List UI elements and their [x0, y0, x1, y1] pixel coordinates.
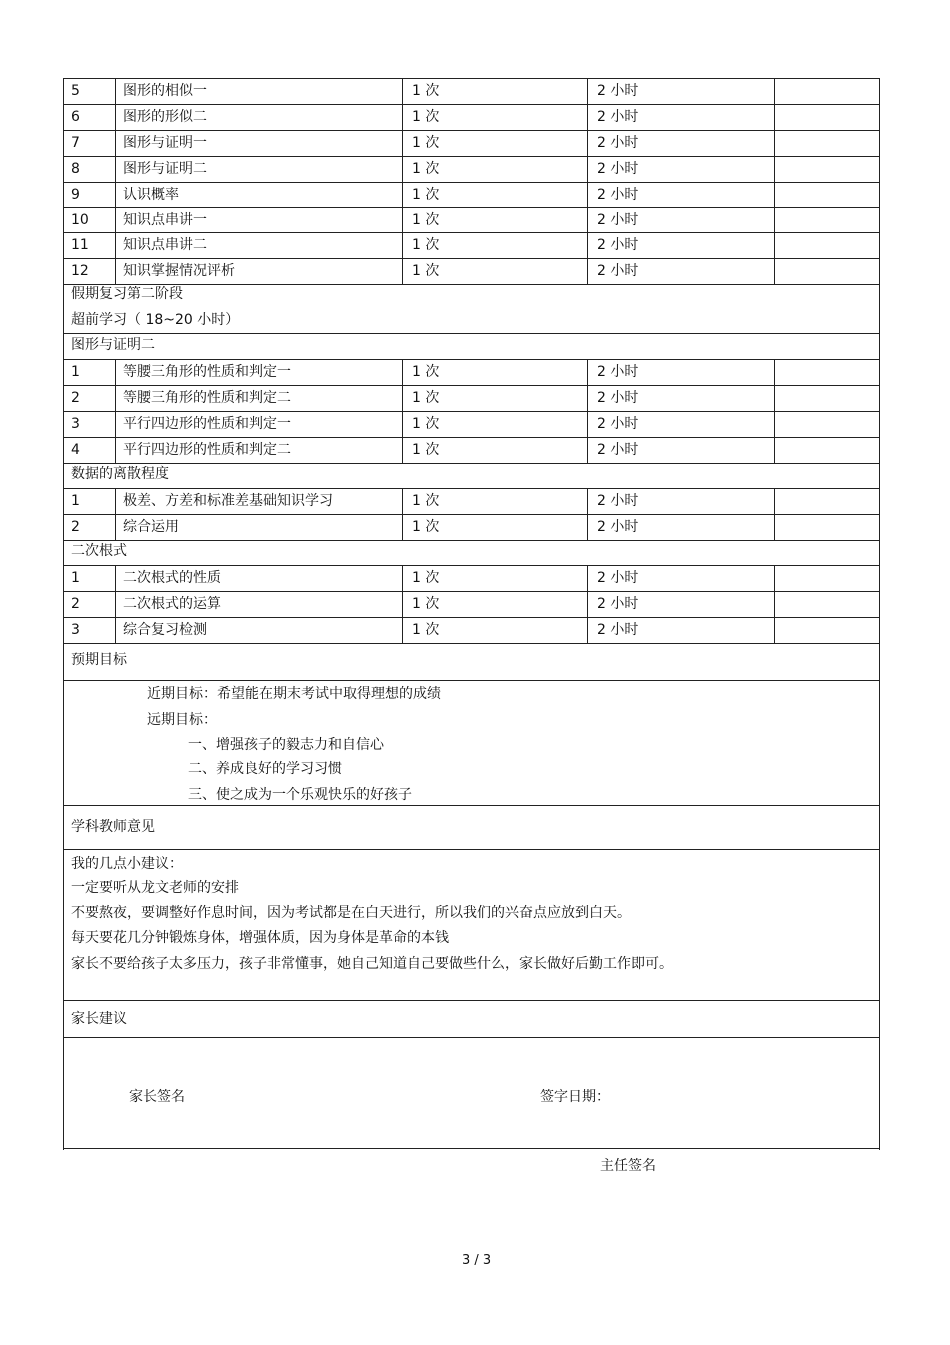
teacher-advice-line: 不要熬夜，要调整好作息时间，因为考试都是在白天进行，所以我们的兴奋点应放到白天。	[71, 905, 631, 921]
row-duration: 2 小时	[597, 416, 639, 432]
table-rule	[774, 78, 775, 285]
row-duration: 2 小时	[597, 519, 639, 535]
teacher-advice-line: 每天要花几分钟锻炼身体，增强体质，因为身体是革命的本钱	[71, 930, 449, 946]
row-topic: 综合复习检测	[123, 622, 207, 638]
far-goal-item: 二、养成良好的学习习惯	[188, 761, 342, 777]
row-duration: 2 小时	[597, 622, 639, 638]
row-number: 1	[71, 493, 80, 509]
table-rule	[63, 78, 64, 1150]
table-rule	[63, 680, 880, 681]
table-rule	[63, 805, 880, 806]
row-times: 1 次	[412, 442, 440, 458]
row-times: 1 次	[412, 570, 440, 586]
row-number: 4	[71, 442, 80, 458]
table-rule	[63, 643, 880, 644]
row-times: 1 次	[412, 493, 440, 509]
table-rule	[63, 130, 880, 131]
table-rule	[63, 411, 880, 412]
table-rule	[402, 359, 403, 464]
table-rule	[63, 359, 880, 360]
goals-heading: 预期目标	[71, 652, 127, 668]
table-rule	[63, 232, 880, 233]
table-rule	[63, 104, 880, 105]
table-rule	[63, 333, 880, 334]
table-rule	[115, 565, 116, 644]
row-number: 2	[71, 390, 80, 406]
far-goal-item: 一、增强孩子的毅志力和自信心	[188, 737, 384, 753]
table-rule	[63, 385, 880, 386]
director-signature-label: 主任签名	[600, 1158, 656, 1174]
row-topic: 二次根式的性质	[123, 570, 221, 586]
row-duration: 2 小时	[597, 109, 639, 125]
table-rule	[63, 514, 880, 515]
row-times: 1 次	[412, 622, 440, 638]
table-rule	[774, 565, 775, 644]
table-rule	[63, 849, 880, 850]
table-rule	[774, 488, 775, 541]
row-duration: 2 小时	[597, 442, 639, 458]
row-duration: 2 小时	[597, 135, 639, 151]
table-rule	[587, 78, 588, 285]
row-topic: 知识点串讲二	[123, 237, 207, 253]
schedule-table	[63, 78, 880, 1149]
page-number: 3 / 3	[462, 1253, 492, 1268]
row-number: 5	[71, 83, 80, 99]
teacher-advice-line: 我的几点小建议：	[71, 856, 183, 872]
parent-heading: 家长建议	[71, 1011, 127, 1027]
table-rule	[63, 437, 880, 438]
section-title: 图形与证明二	[71, 337, 155, 353]
row-number: 1	[71, 570, 80, 586]
row-topic: 图形的相似一	[123, 83, 207, 99]
far-goal-item: 三、使之成为一个乐观快乐的好孩子	[188, 787, 412, 803]
row-duration: 2 小时	[597, 237, 639, 253]
table-rule	[587, 359, 588, 464]
parent-signature-label: 家长签名	[129, 1089, 185, 1105]
table-rule	[63, 207, 880, 208]
table-rule	[63, 463, 880, 464]
row-duration: 2 小时	[597, 83, 639, 99]
table-rule	[115, 359, 116, 464]
row-times: 1 次	[412, 390, 440, 406]
teacher-advice-line: 家长不要给孩子太多压力，孩子非常懂事，她自己知道自己要做些什么，家长做好后勤工作即可。	[71, 956, 673, 972]
row-topic: 图形的形似二	[123, 109, 207, 125]
row-number: 8	[71, 161, 80, 177]
row-duration: 2 小时	[597, 596, 639, 612]
table-rule	[402, 488, 403, 541]
row-times: 1 次	[412, 263, 440, 279]
section-title: 二次根式	[71, 543, 127, 559]
row-number: 10	[71, 212, 89, 228]
row-topic: 综合运用	[123, 519, 179, 535]
row-topic: 等腰三角形的性质和判定二	[123, 390, 291, 406]
section-title: 数据的离散程度	[71, 466, 169, 482]
row-duration: 2 小时	[597, 493, 639, 509]
table-rule	[63, 156, 880, 157]
row-times: 1 次	[412, 109, 440, 125]
row-duration: 2 小时	[597, 364, 639, 380]
row-times: 1 次	[412, 519, 440, 535]
row-duration: 2 小时	[597, 212, 639, 228]
row-topic: 认识概率	[123, 187, 179, 203]
table-rule	[115, 488, 116, 541]
row-times: 1 次	[412, 596, 440, 612]
table-rule	[63, 258, 880, 259]
table-rule	[63, 78, 880, 79]
row-number: 3	[71, 622, 80, 638]
table-rule	[115, 78, 116, 285]
teacher-heading: 学科教师意见	[71, 819, 155, 835]
row-duration: 2 小时	[597, 263, 639, 279]
table-rule	[63, 565, 880, 566]
row-times: 1 次	[412, 187, 440, 203]
teacher-advice-line: 一定要听从龙文老师的安排	[71, 880, 239, 896]
row-number: 12	[71, 263, 89, 279]
row-topic: 图形与证明二	[123, 161, 207, 177]
table-rule	[63, 591, 880, 592]
table-rule	[774, 359, 775, 464]
row-topic: 平行四边形的性质和判定二	[123, 442, 291, 458]
table-rule	[63, 540, 880, 541]
stage-title: 假期复习第二阶段	[71, 286, 183, 302]
row-number: 2	[71, 519, 80, 535]
table-rule	[587, 565, 588, 644]
table-rule	[587, 488, 588, 541]
row-times: 1 次	[412, 212, 440, 228]
table-rule	[63, 182, 880, 183]
row-duration: 2 小时	[597, 187, 639, 203]
row-times: 1 次	[412, 135, 440, 151]
row-topic: 二次根式的运算	[123, 596, 221, 612]
row-number: 6	[71, 109, 80, 125]
row-number: 2	[71, 596, 80, 612]
row-number: 9	[71, 187, 80, 203]
table-rule	[63, 1000, 880, 1001]
row-times: 1 次	[412, 416, 440, 432]
signature-date-label: 签字日期：	[540, 1089, 610, 1105]
row-number: 3	[71, 416, 80, 432]
table-rule	[63, 1037, 880, 1038]
row-topic: 知识掌握情况评析	[123, 263, 235, 279]
row-topic: 等腰三角形的性质和判定一	[123, 364, 291, 380]
stage-subtitle: 超前学习（ 18~20 小时）	[71, 312, 240, 328]
table-rule	[63, 284, 880, 285]
row-topic: 图形与证明一	[123, 135, 207, 151]
row-number: 7	[71, 135, 80, 151]
near-goal: 近期目标：希望能在期末考试中取得理想的成绩	[147, 686, 441, 702]
table-rule	[63, 617, 880, 618]
table-rule	[63, 1148, 880, 1149]
table-rule	[879, 78, 880, 1150]
row-topic: 平行四边形的性质和判定一	[123, 416, 291, 432]
row-topic: 知识点串讲一	[123, 212, 207, 228]
row-times: 1 次	[412, 83, 440, 99]
far-goal: 远期目标：	[147, 712, 217, 728]
row-duration: 2 小时	[597, 570, 639, 586]
row-number: 11	[71, 237, 89, 253]
row-number: 1	[71, 364, 80, 380]
row-topic: 极差、方差和标准差基础知识学习	[123, 493, 333, 509]
table-rule	[402, 78, 403, 285]
row-duration: 2 小时	[597, 161, 639, 177]
row-duration: 2 小时	[597, 390, 639, 406]
table-rule	[402, 565, 403, 644]
table-rule	[63, 488, 880, 489]
row-times: 1 次	[412, 364, 440, 380]
row-times: 1 次	[412, 161, 440, 177]
row-times: 1 次	[412, 237, 440, 253]
